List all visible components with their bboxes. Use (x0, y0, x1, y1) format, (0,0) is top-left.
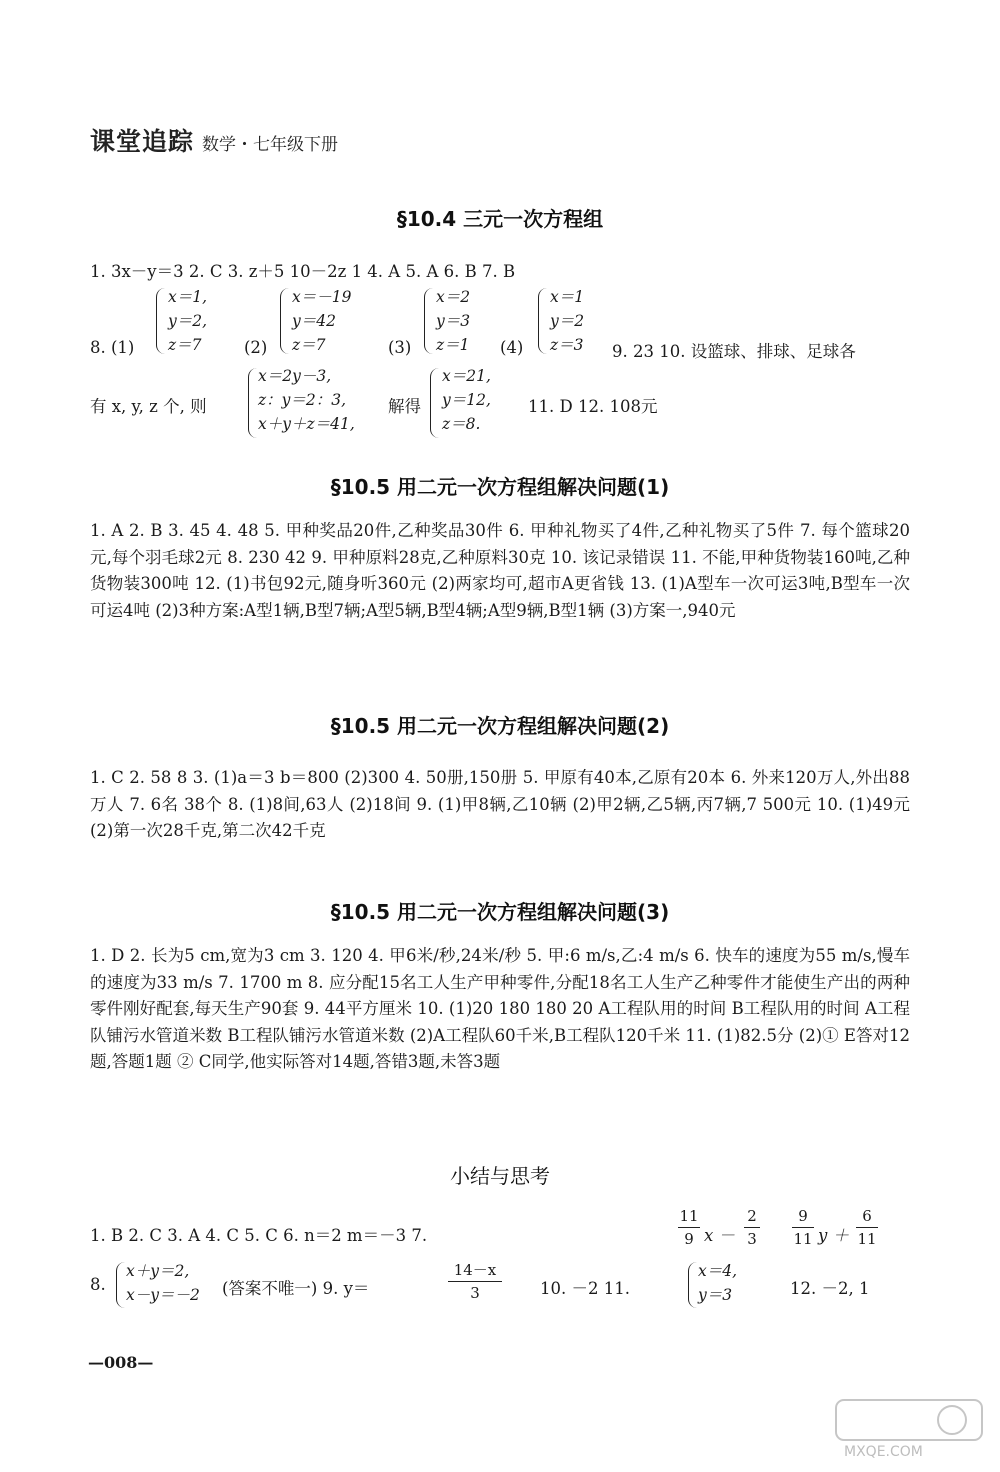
answer-row: 有 x, y, z 个, 则 (90, 397, 207, 416)
answer-text: (答案不唯一) 9. y＝ (222, 1279, 370, 1298)
section-title-summary: 小结与思考 (450, 1164, 550, 1188)
expression-text: y ＋ (818, 1226, 850, 1245)
watermark-logo (834, 1398, 984, 1462)
answer-text: 解得 (388, 397, 421, 416)
brace (156, 288, 165, 354)
svg-text:MXQE.COM: MXQE.COM (844, 1444, 923, 1460)
section-title-10-5-1: §10.5 用二元一次方程组解决问题(1) (330, 475, 670, 499)
fraction: 11 9 (679, 1207, 699, 1248)
section-title-10-4: §10.4 三元一次方程组 (396, 207, 604, 231)
answer-row: 1. 3x－y＝3 2. C 3. z＋5 10－2z 1 4. A 5. A 6. B 7. B (90, 262, 516, 281)
equation-system: x＝21, y＝12, z＝8. (442, 367, 491, 433)
brace (538, 288, 547, 354)
sub-label: (4) (500, 338, 524, 357)
brace (688, 1262, 697, 1308)
page-header (90, 122, 338, 158)
equation-system: x＝2y－3, z：y＝2：3, x＋y＋z＝41, (258, 367, 355, 433)
equation-system: x＝1 y＝2 z＝3 (550, 288, 585, 354)
answer-paragraph: 1. A 2. B 3. 45 4. 48 5. 甲种奖品20件,乙种奖品30件 6. 甲种礼物买了4件,乙种礼物买了5件 7. 每个篮球20元,每个羽毛球2元 8. 230 42 9. 甲种原料28克,乙种原料30克 10. 该记录错误 11. 不能,甲种货物装160吨,乙种货物装300吨 12. (1)书包92元,随身听360元 (2)两家均可,超市A更省钱 13. (1)A型车一次可运3吨,B型车一次可运4吨 (2)3种方案:A型1辆,B型7辆;A型5辆,B型4辆;A型9辆,B型1辆 (3)方案一,940元 (90, 521, 910, 620)
book-subtitle: 数学・七年级下册 (202, 135, 339, 155)
equation-system: x＝1, y＝2, z＝7 (168, 288, 208, 354)
fraction: 9 11 (793, 1207, 813, 1248)
section-title-10-5-2: §10.5 用二元一次方程组解决问题(2) (330, 714, 670, 738)
answer-row: 1. B 2. C 3. A 4. C 5. C 6. n＝2 m＝－3 7. (90, 1226, 428, 1245)
equation-system: x＝4, y＝3 (698, 1262, 738, 1304)
brace (280, 288, 289, 354)
sub-label: (2) (244, 338, 268, 357)
answer-paragraph: 1. D 2. 长为5 cm,宽为3 cm 3. 120 4. 甲6米/秒,24米/秒 5. 甲:6 m/s,乙:4 m/s 6. 快车的速度为55 m/s,慢车的速度为33 m/s 7. 1700 m 8. 应分配15名工人生产甲种零件,分配18名工人生产乙种零件才能使生产出的两种零件刚好配套,每天生产90套 9. 44平方厘米 10. (1)20 180 180 20 A工程队用的时间 B工程队用的时间 A工程队铺污水管道米数 B工程队铺污水管道米数 (2)A工程队60千米,B工程队120千米 11. (1)82.5分 (2)① E答对12题,答题1题 ② C同学,他实际答对14题,答错3题,未答3题 (90, 946, 910, 1071)
brace (248, 368, 257, 438)
expression-text: x － (704, 1226, 736, 1245)
answer-row: 11. D 12. 108元 (528, 397, 658, 416)
question-label: 8. (90, 1275, 106, 1294)
section-title-10-5-3: §10.5 用二元一次方程组解决问题(3) (330, 900, 670, 924)
brace (430, 368, 439, 438)
fraction: 14－x 3 (448, 1260, 502, 1303)
brand-logo: 课堂追踪 (90, 127, 195, 156)
answer-paragraph: 1. C 2. 58 8 3. (1)a＝3 b＝800 (2)300 4. 50册,150册 5. 甲原有40本,乙原有20本 6. 外来120万人,外出88万人 7. 6名 38个 8. (1)8间,63人 (2)18间 9. (1)甲8辆,乙10辆 (2)甲2辆,乙5辆,丙7辆,7 500元 10. (1)49元 (2)第一次28千克,第二次42千克 (90, 768, 910, 840)
sub-label: (3) (388, 338, 412, 357)
answer-text: 10. －2 11. (540, 1279, 630, 1298)
brace (116, 1262, 125, 1308)
fraction: 6 11 (857, 1207, 877, 1248)
answer-row: 9. 23 10. 设篮球、排球、足球各 (612, 342, 856, 361)
page-number: —008— (88, 1353, 154, 1372)
equation-system: x＋y＝2, x－y＝－2 (126, 1262, 200, 1304)
fraction: 2 3 (744, 1206, 760, 1249)
equation-system: x＝－19 y＝42 z＝7 (292, 288, 352, 354)
question-label: 8. (1) (90, 338, 135, 357)
brace (424, 288, 433, 354)
equation-system: x＝2 y＝3 z＝1 (436, 288, 471, 354)
answer-text: 12. －2, 1 (790, 1279, 870, 1298)
